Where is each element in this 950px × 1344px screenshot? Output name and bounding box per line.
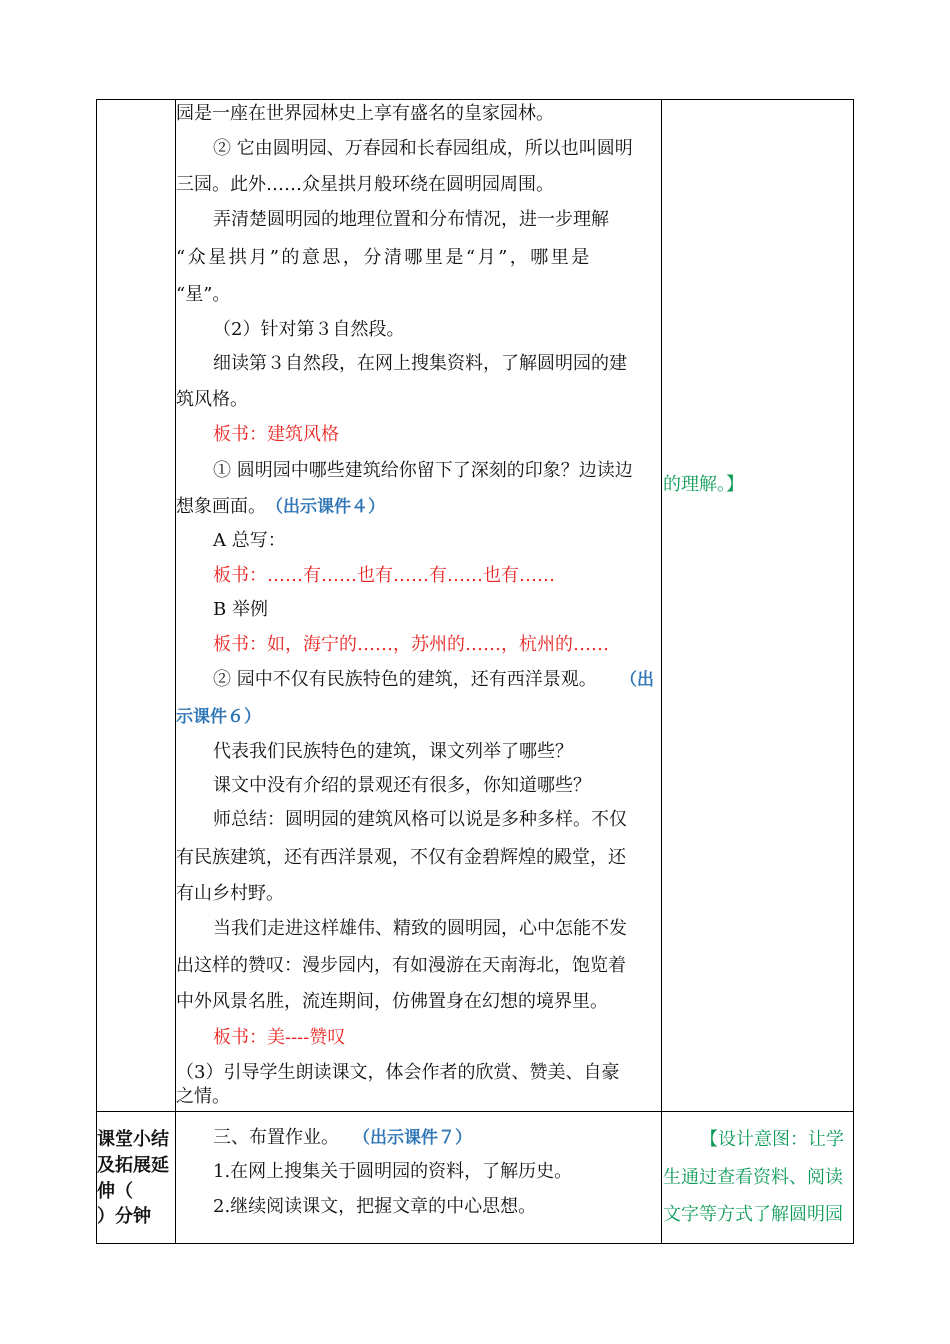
board-note: 板书：如，海宁的……，苏州的……，杭州的…… xyxy=(213,634,609,655)
courseware-note: 示课件６） xyxy=(176,707,261,727)
text-line: ① 圆明园中哪些建筑给你留下了深刻的印象？边读边 xyxy=(213,460,633,481)
text-line: ② 园中不仅有民族特色的建筑，还有西洋景观。 xyxy=(213,669,597,690)
text-line: 细读第３自然段，在网上搜集资料，了解圆明园的建 xyxy=(213,353,627,374)
column-divider-2 xyxy=(661,100,662,1243)
text-line: 代表我们民族特色的建筑，课文列举了哪些？ xyxy=(213,741,573,762)
text-line: 2.继续阅读课文，把握文章的中心思想。 xyxy=(213,1196,537,1217)
text-line: 园是一座在世界园林史上享有盛名的皇家园林。 xyxy=(176,103,554,124)
text-line: 课文中没有介绍的景观还有很多，你知道哪些？ xyxy=(213,775,591,796)
row-label-line: ）分钟 xyxy=(97,1206,151,1227)
text-line: 当我们走进这样雄伟、精致的圆明园，心中怎能不发 xyxy=(213,918,627,939)
text-line: 中外风景名胜，流连期间，仿佛置身在幻想的境界里。 xyxy=(176,991,608,1012)
design-note: 生通过查看资料、阅读 xyxy=(663,1167,843,1188)
row-label-line: 伸（ xyxy=(97,1181,133,1202)
row-label-line: 课堂小结 xyxy=(97,1129,169,1150)
design-note: 【设计意图：让学 xyxy=(700,1129,844,1150)
design-note: 文字等方式了解圆明园 xyxy=(663,1204,843,1225)
text-line: 有民族建筑，还有西洋景观，不仅有金碧辉煌的殿堂，还 xyxy=(176,847,626,868)
board-note: 板书：建筑风格 xyxy=(213,424,339,445)
text-line: 三、布置作业。 xyxy=(213,1127,339,1148)
text-line: （3）引导学生朗读课文，体会作者的欣赏、赞美、自豪 xyxy=(176,1062,620,1083)
courseware-note: （出示课件４） xyxy=(266,497,385,517)
text-line: 1.在网上搜集关于圆明园的资料，了解历史。 xyxy=(213,1161,573,1182)
text-line: 筑风格。 xyxy=(176,389,248,410)
text-line: “众星拱月”的意思，分清哪里是“月”，哪里是 xyxy=(176,247,592,268)
text-line: 出这样的赞叹：漫步园内，有如漫游在天南海北，饱览着 xyxy=(176,955,626,976)
text-line: 有山乡村野。 xyxy=(176,883,284,904)
courseware-note: （出示课件７） xyxy=(353,1128,472,1148)
board-note: 板书：美----赞叹 xyxy=(213,1027,346,1048)
text-line: “星”。 xyxy=(176,284,231,305)
text-line: （2）针对第３自然段。 xyxy=(213,319,405,340)
row-divider xyxy=(97,1111,853,1112)
text-line: 之情。 xyxy=(176,1086,230,1107)
text-line: 弄清楚圆明园的地理位置和分布情况，进一步理解 xyxy=(213,209,609,230)
row-label-line: 及拓展延 xyxy=(97,1155,169,1176)
text-line: B 举例 xyxy=(213,599,268,620)
courseware-note: （出 xyxy=(620,670,654,690)
text-line: 想象画面。 xyxy=(176,496,266,517)
text-line: 三园。此外……众星拱月般环绕在圆明园周围。 xyxy=(176,174,554,195)
design-note: 的理解。】 xyxy=(663,474,744,495)
text-line: 师总结：圆明园的建筑风格可以说是多种多样。不仅 xyxy=(213,809,627,830)
text-line: ② 它由圆明园、万春园和长春园组成，所以也叫圆明 xyxy=(213,138,633,159)
board-note: 板书：……有……也有……有……也有…… xyxy=(213,565,555,586)
text-line: A 总写： xyxy=(213,530,286,551)
